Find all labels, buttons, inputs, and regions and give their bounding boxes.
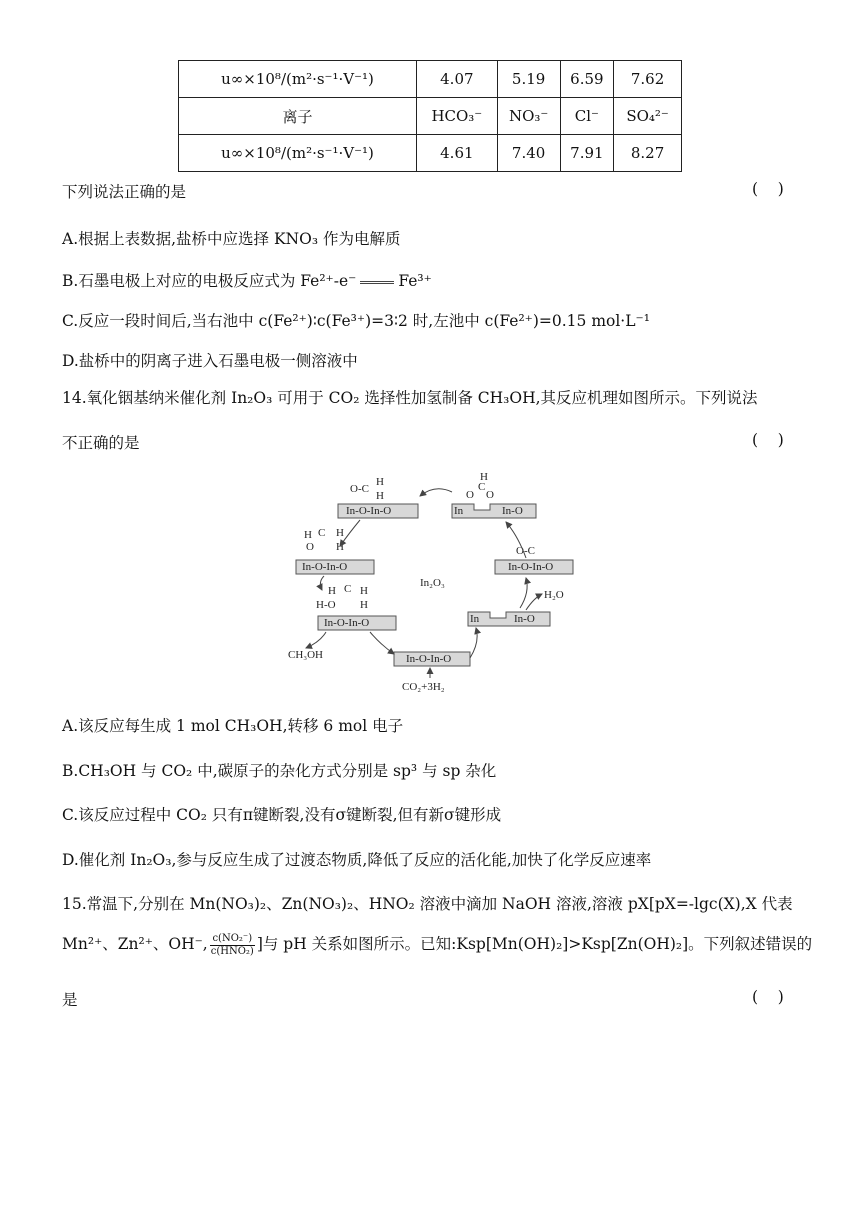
table-row [179,135,682,172]
q14-option-b: B.CH₃OH 与 CO₂ 中,碳原子的杂化方式分别是 sp³ 与 sp 杂化 [62,762,497,780]
table-cell: 7.40 [497,135,560,172]
catalyst-center-label: In₂O₃ [420,577,445,589]
table-cell: 6.59 [560,61,614,98]
h-atom: H [376,490,384,502]
vacancy-label-in-o: In-O [502,505,523,517]
h-atom: H [336,527,344,539]
equals-sign [360,281,394,284]
ch3oh-product: CH₃OH [288,649,324,661]
table-row [179,98,682,135]
cycle-arrow [420,489,452,496]
product-arrow [306,632,326,648]
q13-option-d: D.盐桥中的阴离子进入石墨电极一侧溶液中 [62,352,358,370]
option-b-right: Fe³⁺ [398,272,432,290]
surface-label: In-O-In-O [324,617,370,629]
adsorbate-o-c: O-C [516,545,535,557]
table-cell: SO₄²⁻ [614,98,682,135]
cycle-arrow [370,632,394,654]
q13-answer-paren: ( ) [752,180,784,198]
vacancy-label-in-o: In-O [514,613,535,625]
q13-option-c: C.反应一段时间后,当右池中 c(Fe²⁺)∶c(Fe³⁺)=3∶2 时,左池中 c(Fe²⁺)=0.15 mol·L⁻¹ [62,312,650,330]
table-cell: 4.07 [417,61,498,98]
adsorbate-c: C [344,583,352,595]
adsorbate-c: C [478,481,486,493]
table-cell: HCO₃⁻ [417,98,498,135]
h-atom: H [360,585,368,597]
ion-mobility-table [178,60,682,172]
table-row [179,61,682,98]
co2-h2-reactant: CO₂+3H₂ [402,681,445,693]
q15-stem-line2 [62,932,812,958]
h-atom: H [376,476,384,488]
table-cell: 5.19 [497,61,560,98]
surface-label: In-O-In-O [302,561,348,573]
reaction-mechanism-diagram [280,462,590,698]
row-header: u∞×10⁸/(m²·s⁻¹·V⁻¹) [179,135,417,172]
adsorbate-h3co: H [304,529,312,541]
q15-stem-line3: 是 [62,991,78,1009]
table-cell: Cl⁻ [560,98,614,135]
adsorbate-formate: O-C [350,483,369,495]
concentration-ratio-fraction [210,933,255,958]
q14-answer-paren: ( ) [752,431,784,449]
surface-label: In-O-In-O [508,561,554,573]
option-b-left: B.石墨电极上对应的电极反应式为 Fe²⁺-e⁻ [62,272,357,290]
catalyst-surface-vacancy [468,612,550,626]
q15-stem-line2-end: ]与 pH 关系如图所示。已知:Ksp[Mn(OH)₂]>Ksp[Zn(OH)₂]。下列叙述错误的 [256,935,813,953]
table-cell: 4.61 [417,135,498,172]
fraction-denominator: c(HNO₂) [210,945,254,957]
fraction-numerator: c(NO₂⁻) [210,933,255,946]
vacancy-label-in: In [470,613,480,625]
surface-label: In-O-In-O [406,653,452,665]
h-atom: H [360,599,368,611]
q14-option-a: A.该反应每生成 1 mol CH₃OH,转移 6 mol 电子 [62,717,404,735]
q13-option-a: A.根据上表数据,盐桥中应选择 KNO₃ 作为电解质 [62,230,401,248]
h-atom: H [336,541,344,553]
h-atom: H [328,585,336,597]
h2o-product: H₂O [544,589,564,601]
adsorbate-h-o: H-O [316,599,336,611]
q13-option-b [62,269,432,291]
surface-label: In-O-In-O [346,505,392,517]
vacancy-label-in: In [454,505,464,517]
q15-answer-paren: ( ) [752,988,784,1006]
q14-stem-line1: 14.氧化铟基纳米催化剂 In₂O₃ 可用于 CO₂ 选择性加氢制备 CH₃OH,其反应机理如图所示。下列说法 [62,389,758,407]
q15-stem-line2-start: Mn²⁺、Zn²⁺、OH⁻, [62,935,208,953]
q15-stem-line1: 15.常温下,分别在 Mn(NO₃)₂、Zn(NO₃)₂、HNO₂ 溶液中滴加 NaOH 溶液,溶液 pX[pX=-lgc(X),X 代表 [62,895,793,913]
adsorbate-o: O [306,541,314,553]
table-cell: 8.27 [614,135,682,172]
table-cell: 7.91 [560,135,614,172]
q14-stem-line2: 不正确的是 [62,434,140,452]
adsorbate-o: O [466,489,474,501]
row-header: u∞×10⁸/(m²·s⁻¹·V⁻¹) [179,61,417,98]
cycle-arrow [520,578,527,608]
adsorbate-o: O [486,489,494,501]
cycle-arrow [470,628,477,658]
q13-stem: 下列说法正确的是 [62,183,187,201]
table-cell: 7.62 [614,61,682,98]
table-cell: NO₃⁻ [497,98,560,135]
adsorbate-c: C [318,527,326,539]
q14-option-c: C.该反应过程中 CO₂ 只有π键断裂,没有σ键断裂,但有新σ键形成 [62,806,502,824]
h-atom: H [480,471,488,483]
cycle-arrow [320,576,324,590]
product-arrow [526,594,542,610]
catalyst-surface-vacancy [452,504,536,518]
q14-option-d: D.催化剂 In₂O₃,参与反应生成了过渡态物质,降低了反应的活化能,加快了化学反应速率 [62,851,652,869]
row-header: 离子 [179,98,417,135]
